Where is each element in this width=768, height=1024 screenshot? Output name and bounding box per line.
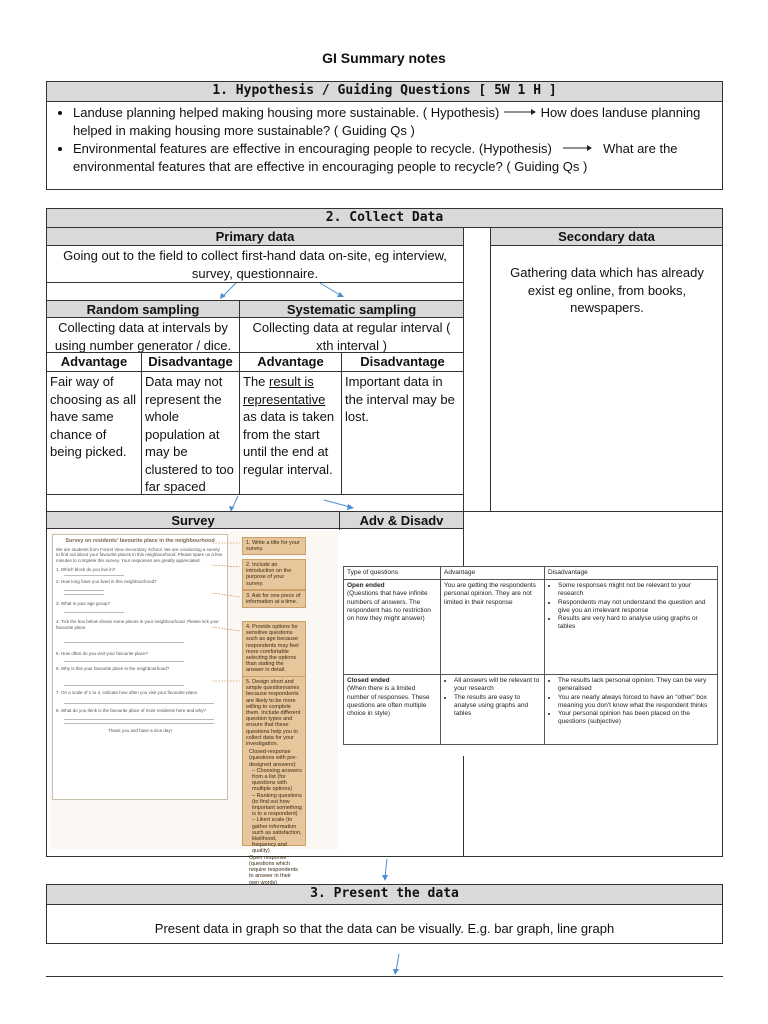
- random-disadvantage-text: Data may not represent the whole population at may be clustered to too far spaced: [145, 374, 234, 494]
- random-advantage-text: Fair way of choosing as all have same chance of being picked.: [50, 374, 136, 459]
- questionnaire-title: Survey on residents' favourite place in the neighbourhood: [65, 538, 215, 544]
- table-cell: • The results lack personal opinion. They can be very generalised • You are nearly always forced to have an "other" box meaning you don't know what the respondent thinks • Your personal opinion has been placed on the questions (subjective): [545, 675, 718, 745]
- section-1-title: 1. Hypothesis / Guiding Questions [ 5W 1 H ]: [47, 82, 722, 102]
- survey-example-image: [50, 531, 338, 886]
- table-row: [344, 580, 718, 675]
- random-advantage-header: Advantage: [60, 354, 128, 369]
- systematic-advantage-text: The result is representative as data is taken from the start until the end at regular interval.: [243, 374, 335, 477]
- section-hypothesis: [46, 81, 723, 190]
- questionnaire-question: 5. How often do you visit your favourite place?: [56, 651, 149, 657]
- hypothesis-item: [73, 104, 722, 140]
- table-cell: • All answers will be relevant to your research • The results are easy to analyse using graphs and tables: [441, 675, 545, 745]
- secondary-data-desc: Gathering data which has already exist eg online, from books, newspapers.: [510, 265, 704, 315]
- table-cell: Closed ended (When there is a limited number of responses. These questions are often multiple choice in style): [344, 675, 441, 745]
- bottom-divider: [46, 976, 723, 977]
- primary-data-header: Primary data: [47, 228, 463, 246]
- secondary-data-header: Secondary data: [491, 228, 722, 246]
- questionnaire-question: 2. How long have you lived in this neighbourhood?: [56, 578, 157, 584]
- table-cell: You are getting the respondents personal opinion. They are not limited in their response: [441, 580, 545, 675]
- questionnaire-question: 1. Which block do you live in?: [56, 567, 116, 573]
- systematic-sampling-desc: Collecting data at regular interval ( xth interval ): [252, 320, 451, 353]
- column-divider: [490, 228, 491, 512]
- arrow-down-icon: [390, 952, 410, 978]
- hypothesis-item: [73, 140, 722, 176]
- section-2-title: 2. Collect Data: [47, 209, 722, 228]
- primary-data-desc: Going out to the field to collect first-hand data on-site, eg interview, survey, questionnaire.: [63, 248, 447, 281]
- guiding-question-text: How does landuse planning: [540, 105, 701, 120]
- hypothesis-text: Landuse planning helped making housing more sustainable. ( Hypothesis): [73, 105, 500, 120]
- sample-questionnaire: [52, 534, 228, 800]
- table-cell: Open ended (Questions that have infinite numbers of answers. The respondent has no restriction on how they might answer): [344, 580, 441, 675]
- table-header-cell: Disadvantage: [545, 567, 718, 580]
- guide-lines: [210, 531, 242, 849]
- questionnaire-question: 7. On a scale of 1 to 4, indicate how often you visit your favourite place.: [56, 690, 199, 696]
- question-types-table: [343, 566, 718, 745]
- questionnaire-question: 3. What is your age group?: [56, 601, 111, 607]
- present-data-desc: Present data in graph so that the data can be visually. E.g. bar graph, line graph: [154, 921, 615, 936]
- systematic-sampling-header: Systematic sampling: [240, 301, 463, 318]
- table-header-cell: Advantage: [441, 567, 545, 580]
- table-row: [344, 675, 718, 745]
- questionnaire-question: 8. What do you think is the favourite place of most residents here and why?: [56, 708, 206, 714]
- column-divider: [339, 512, 340, 530]
- adv-disadv-header: Adv & Disadv: [340, 512, 463, 529]
- table-header-row: [344, 567, 718, 580]
- guiding-question-text: What are the: [603, 141, 678, 156]
- survey-tip: 3. Ask for one piece of information at a time.: [242, 590, 306, 608]
- random-sampling-desc: Collecting data at intervals by using number generator / dice.: [54, 320, 232, 353]
- survey-tip: 4. Provide options for sensitive questions such as age because respondents may feel more comfortable selecting the options than stating the answer in detail.: [242, 621, 306, 677]
- guiding-question-text: helped in making housing more sustainable? ( Guiding Qs ): [73, 123, 415, 138]
- survey-header: Survey: [47, 512, 339, 529]
- underlined-text: result is representative: [243, 374, 326, 407]
- guiding-question-text: environmental features that are effective in encouraging people to recycle? ( Guiding Qs ): [73, 159, 588, 174]
- random-disadvantage-header: Disadvantage: [148, 354, 233, 369]
- systematic-disadvantage-header: Disadvantage: [360, 354, 445, 369]
- section-present-data: [46, 884, 723, 944]
- arrows-icon: [200, 282, 380, 302]
- column-divider: [463, 228, 464, 857]
- systematic-advantage-header: Advantage: [257, 354, 324, 369]
- questionnaire-thanks: Thank you and have a nice day!: [108, 727, 172, 733]
- survey-tip: 5. Design short and simple questionnaires because respondents are likely to be more willing to complete them. Include different question types and ensure that these questions help you to collect data for your investigation. Closed-response (questions with pre-designed answers): – Choosing answers from a list (for questions with multiple options) – Ranking questions (to find out how important something is to a respondent) – Likert scale (to gather information such as satisfaction, likelihood, frequency and quality) Open response (questions which require respondents to answer in their own words): [242, 676, 306, 846]
- page-title: GI Summary notes: [322, 50, 446, 66]
- random-sampling-header: Random sampling: [47, 301, 239, 318]
- table-header-cell: Type of questions: [344, 567, 441, 580]
- advantage-table-image: [343, 566, 718, 756]
- arrow-right-icon: [503, 103, 537, 111]
- survey-tip: 2. Include an introduction on the purpose of your survey.: [242, 559, 306, 590]
- systematic-disadvantage-text: Important data in the interval may be lost.: [345, 374, 455, 424]
- questionnaire-question: 6. Why is this your favourite place in the neighbourhood?: [56, 665, 170, 671]
- section-3-title: 3. Present the data: [47, 885, 722, 905]
- arrow-right-icon: [555, 139, 599, 147]
- hypothesis-text: Environmental features are effective in encouraging people to recycle. (Hypothesis): [73, 141, 552, 156]
- questionnaire-intro: We are students from Forest View Secondary School. We are conducting a survey to find out about your favourite places in this neighbourhood. Please spare us a few minutes to complete this survey. Your responses are greatly appreciated.: [56, 547, 223, 563]
- survey-tip: 1. Write a title for your survey.: [242, 537, 306, 555]
- questionnaire-question: 4. Tick the box below shows some places in your neighbourhood. Please tick your favourite place.: [56, 619, 219, 630]
- table-cell: • Some responses might not be relevant to your research • Respondents may not understand the question and give you an irrelevant response • Results are very hard to analyse using graphs or tables: [545, 580, 718, 675]
- hypothesis-list: [47, 104, 722, 176]
- arrow-down-icon: [380, 857, 400, 883]
